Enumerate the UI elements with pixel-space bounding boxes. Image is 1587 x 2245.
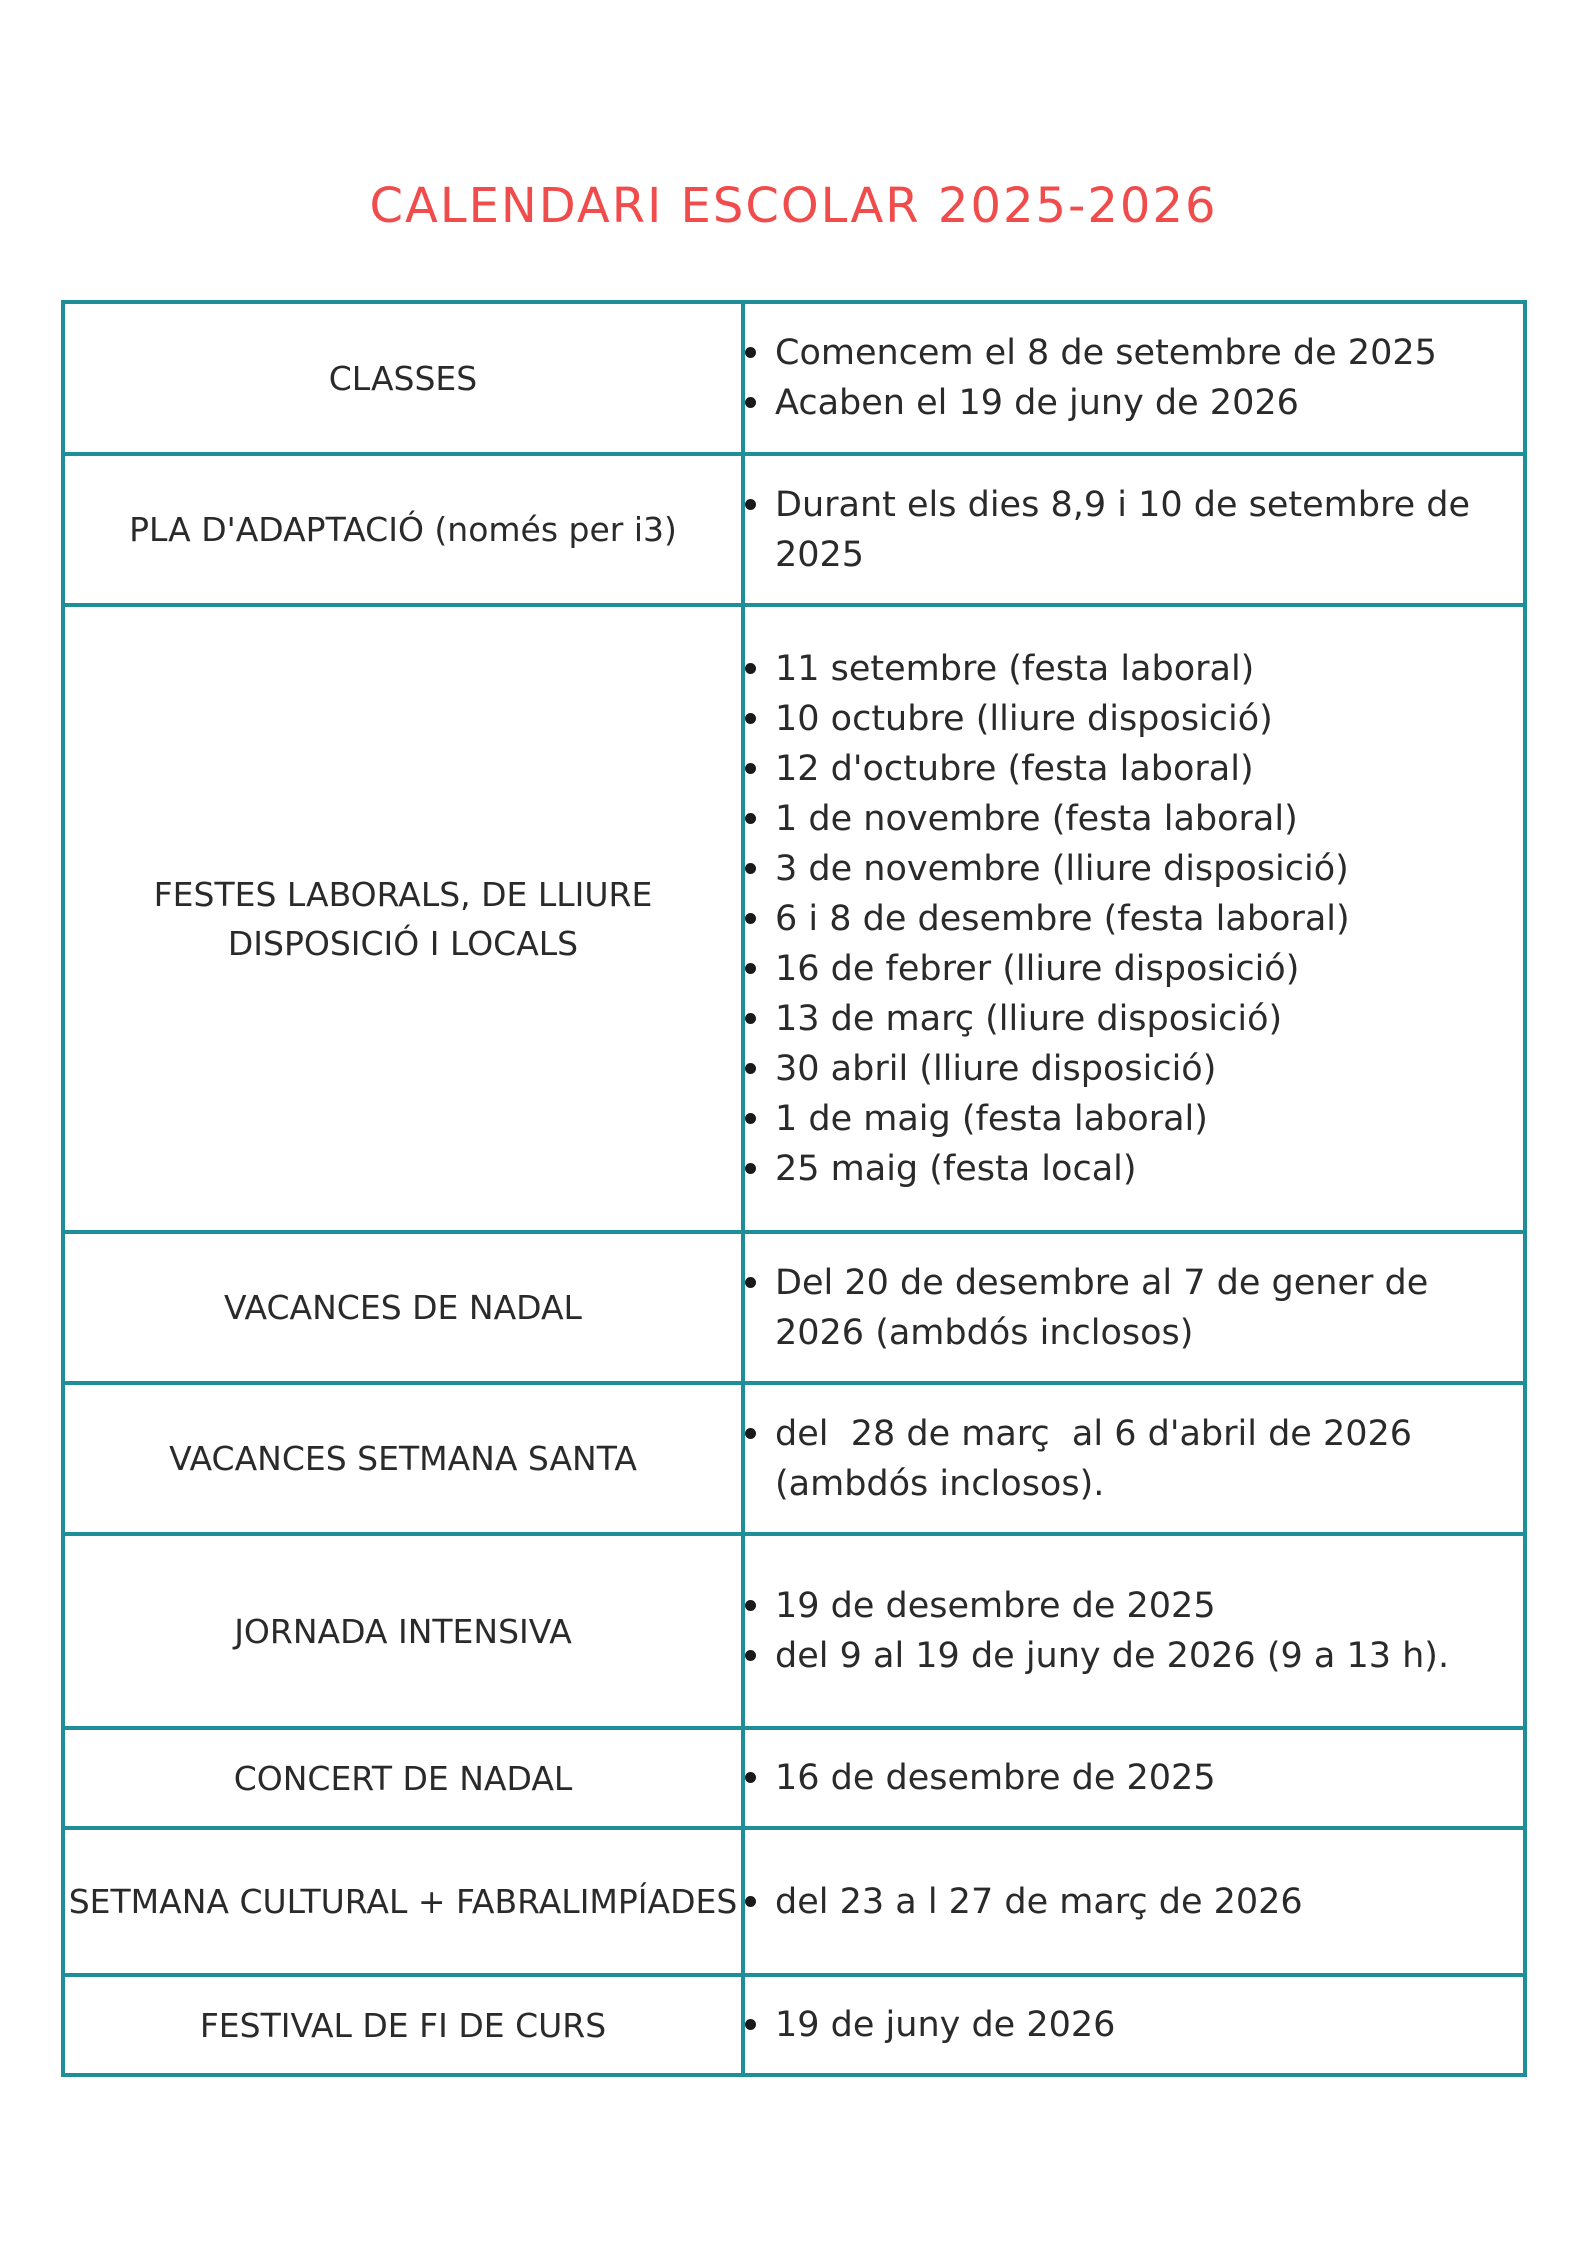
table-row [63,1828,1525,1975]
list-item [745,844,1523,894]
table-row [63,1232,1525,1383]
row-label: VACANCES DE NADAL [63,1232,743,1383]
list-item [745,1258,1523,1358]
list-item [745,644,1523,694]
table-row [63,302,1525,454]
list-item [745,1094,1523,1144]
list-item-text: 12 d'octubre (festa laboral) [775,748,1254,789]
list-item [745,1409,1523,1509]
bullet-icon [745,1896,756,1907]
bullet-icon [745,1428,756,1439]
bullet-icon [745,1113,756,1124]
list-item [745,328,1523,378]
bullet-icon [745,1600,756,1611]
bullet-icon [745,813,756,824]
list-item [745,1144,1523,1194]
list-item [745,744,1523,794]
row-label: FESTES LABORALS, DE LLIURE DISPOSICIÓ I LOCALS [63,605,743,1232]
list-item-text: 1 de maig (festa laboral) [775,1098,1208,1139]
page-title: CALENDARI ESCOLAR 2025-2026 [369,178,1218,234]
row-label: FESTIVAL DE FI DE CURS [63,1975,743,2075]
bullet-icon [745,963,756,974]
list-item [745,1044,1523,1094]
list-item-text: 25 maig (festa local) [775,1148,1137,1189]
row-label: SETMANA CULTURAL + FABRALIMPÍADES [63,1828,743,1975]
item-list [745,480,1523,580]
bullet-icon [745,913,756,924]
row-items-cell [743,1232,1525,1383]
list-item [745,1581,1523,1631]
row-items-cell [743,302,1525,454]
bullet-icon [745,763,756,774]
bullet-icon [745,2019,756,2030]
bullet-icon [745,1277,756,1288]
item-list [745,1753,1523,1803]
list-item-text: Comencem el 8 de setembre de 2025 [775,333,1437,373]
item-list [745,1409,1523,1509]
item-list [745,328,1523,428]
list-item-text: 13 de març (lliure disposició) [775,998,1283,1039]
list-item-text: 6 i 8 de desembre (festa laboral) [775,898,1350,939]
table-row [63,605,1525,1232]
table-row [63,1728,1525,1828]
item-list [745,644,1523,1194]
row-label: JORNADA INTENSIVA [63,1534,743,1728]
item-list [745,1877,1523,1927]
bullet-icon [745,347,756,358]
table-row [63,454,1525,605]
row-label: PLA D'ADAPTACIÓ (només per i3) [63,454,743,605]
row-items-cell [743,1383,1525,1534]
list-item [745,2000,1523,2050]
row-items-cell [743,1828,1525,1975]
row-label: CLASSES [63,302,743,454]
table-row [63,1383,1525,1534]
list-item-text: 10 octubre (lliure disposició) [775,698,1273,739]
table-row [63,1534,1525,1728]
bullet-icon [745,397,756,408]
bullet-icon [745,1013,756,1024]
row-label: CONCERT DE NADAL [63,1728,743,1828]
list-item [745,480,1523,580]
item-list [745,1258,1523,1358]
list-item-text: 11 setembre (festa laboral) [775,648,1255,689]
list-item [745,1631,1523,1681]
list-item-text: Durant els dies 8,9 i 10 de setembre de 2025 [775,484,1470,575]
calendar-table-body [63,302,1525,2075]
list-item-text: del 23 a l 27 de març de 2026 [775,1881,1303,1922]
list-item [745,1877,1523,1927]
list-item [745,694,1523,744]
bullet-icon [745,1163,756,1174]
item-list [745,2000,1523,2050]
list-item [745,994,1523,1044]
list-item [745,794,1523,844]
calendar-table [61,300,1527,2077]
bullet-icon [745,663,756,674]
list-item-text: del 9 al 19 de juny de 2026 (9 a 13 h). [775,1636,1450,1676]
list-item-text: 16 de desembre de 2025 [775,1758,1216,1798]
list-item-text: 1 de novembre (festa laboral) [775,798,1298,839]
list-item-text: Del 20 de desembre al 7 de gener de 2026 (ambdós inclosos) [775,1262,1429,1353]
row-items-cell [743,1975,1525,2075]
list-item-text: del 28 de març al 6 d'abril de 2026 (ambdós inclosos). [775,1413,1424,1504]
list-item-text: 3 de novembre (lliure disposició) [775,848,1349,889]
bullet-icon [745,499,756,510]
list-item [745,944,1523,994]
bullet-icon [745,1063,756,1074]
item-list [745,1581,1523,1681]
list-item-text: 19 de juny de 2026 [775,2005,1116,2045]
bullet-icon [745,713,756,724]
list-item-text: Acaben el 19 de juny de 2026 [775,383,1299,423]
table-row [63,1975,1525,2075]
list-item [745,894,1523,944]
list-item-text: 19 de desembre de 2025 [775,1586,1216,1626]
bullet-icon [745,1772,756,1783]
list-item [745,1753,1523,1803]
bullet-icon [745,863,756,874]
row-items-cell [743,1728,1525,1828]
list-item-text: 30 abril (lliure disposició) [775,1048,1217,1089]
row-items-cell [743,454,1525,605]
row-label: VACANCES SETMANA SANTA [63,1383,743,1534]
bullet-icon [745,1650,756,1661]
list-item [745,378,1523,428]
row-items-cell [743,1534,1525,1728]
row-items-cell [743,605,1525,1232]
list-item-text: 16 de febrer (lliure disposició) [775,948,1300,989]
